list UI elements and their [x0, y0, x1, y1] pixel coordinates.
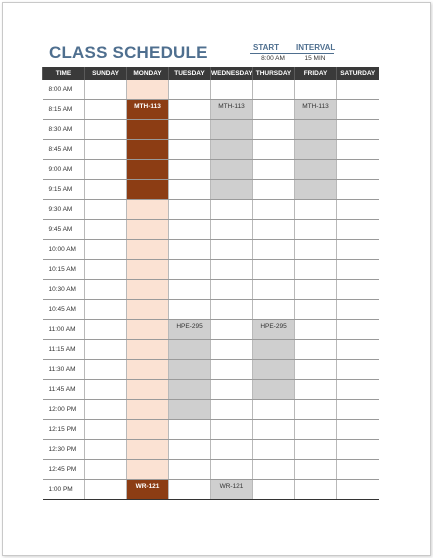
class-block[interactable]	[169, 340, 211, 360]
class-block[interactable]	[127, 180, 169, 200]
slot-thursday[interactable]	[253, 120, 295, 140]
slot-saturday[interactable]	[337, 140, 379, 160]
slot-monday[interactable]	[127, 420, 169, 440]
slot-thursday[interactable]	[253, 220, 295, 240]
slot-wednesday[interactable]	[211, 360, 253, 380]
slot-sunday[interactable]	[85, 460, 127, 480]
class-label: MTH-113	[302, 103, 329, 110]
slot-saturday[interactable]	[337, 320, 379, 340]
slot-wednesday[interactable]	[211, 320, 253, 340]
table-row	[43, 400, 379, 420]
time-cell: 10:15 AM	[43, 260, 85, 280]
slot-monday[interactable]	[127, 240, 169, 260]
class-block[interactable]	[211, 180, 253, 200]
slot-monday[interactable]	[127, 400, 169, 420]
class-block[interactable]	[295, 120, 337, 140]
slot-saturday[interactable]	[337, 420, 379, 440]
time-cell: 8:00 AM	[43, 80, 85, 100]
slot-saturday[interactable]	[337, 200, 379, 220]
slot-thursday[interactable]	[253, 200, 295, 220]
slot-friday[interactable]	[295, 200, 337, 220]
slot-friday[interactable]	[295, 440, 337, 460]
slot-tuesday[interactable]	[169, 460, 211, 480]
slot-tuesday[interactable]	[169, 160, 211, 180]
header-tuesday: TUESDAY	[169, 67, 211, 80]
slot-friday[interactable]	[295, 400, 337, 420]
slot-sunday[interactable]	[85, 380, 127, 400]
slot-thursday[interactable]	[253, 400, 295, 420]
slot-wednesday[interactable]	[211, 460, 253, 480]
slot-thursday[interactable]	[253, 80, 295, 100]
class-block[interactable]	[211, 100, 253, 120]
class-block[interactable]	[127, 160, 169, 180]
slot-thursday[interactable]	[253, 240, 295, 260]
time-cell: 12:45 PM	[43, 460, 85, 480]
slot-saturday[interactable]	[337, 120, 379, 140]
slot-tuesday[interactable]	[169, 200, 211, 220]
class-label: MTH-113	[134, 103, 161, 110]
slot-tuesday[interactable]	[169, 280, 211, 300]
slot-sunday[interactable]	[85, 300, 127, 320]
slot-sunday[interactable]	[85, 200, 127, 220]
slot-tuesday[interactable]	[169, 220, 211, 240]
slot-sunday[interactable]	[85, 100, 127, 120]
slot-saturday[interactable]	[337, 180, 379, 200]
table-row	[43, 120, 379, 140]
class-block[interactable]	[295, 140, 337, 160]
table-row	[43, 200, 379, 220]
time-cell: 9:45 AM	[43, 220, 85, 240]
slot-saturday[interactable]	[337, 240, 379, 260]
class-label: WR-121	[219, 483, 244, 490]
time-cell: 1:00 PM	[43, 480, 85, 500]
slot-wednesday[interactable]	[211, 340, 253, 360]
class-block[interactable]	[253, 360, 295, 380]
table-row	[43, 140, 379, 160]
slot-wednesday[interactable]	[211, 440, 253, 460]
slot-sunday[interactable]	[85, 420, 127, 440]
slot-thursday[interactable]	[253, 300, 295, 320]
header-wednesday: WEDNESDAY	[211, 67, 253, 80]
slot-wednesday[interactable]	[211, 280, 253, 300]
slot-friday[interactable]	[295, 420, 337, 440]
slot-wednesday[interactable]	[211, 420, 253, 440]
table-row	[43, 340, 379, 360]
slot-sunday[interactable]	[85, 160, 127, 180]
table-row	[43, 440, 379, 460]
class-block[interactable]	[127, 480, 169, 500]
slot-wednesday[interactable]	[211, 400, 253, 420]
class-block[interactable]	[211, 480, 253, 500]
slot-monday[interactable]	[127, 260, 169, 280]
slot-thursday[interactable]	[253, 100, 295, 120]
slot-sunday[interactable]	[85, 140, 127, 160]
slot-tuesday[interactable]	[169, 180, 211, 200]
table-row	[43, 240, 379, 260]
slot-tuesday[interactable]	[169, 420, 211, 440]
class-block[interactable]	[127, 120, 169, 140]
slot-tuesday[interactable]	[169, 440, 211, 460]
slot-sunday[interactable]	[85, 440, 127, 460]
header-friday: FRIDAY	[295, 67, 337, 80]
header-sunday: SUNDAY	[85, 67, 127, 80]
class-block[interactable]	[169, 320, 211, 340]
slot-saturday[interactable]	[337, 300, 379, 320]
slot-sunday[interactable]	[85, 80, 127, 100]
time-cell: 8:30 AM	[43, 120, 85, 140]
table-row	[43, 100, 379, 120]
slot-monday[interactable]	[127, 300, 169, 320]
time-cell: 12:30 PM	[43, 440, 85, 460]
class-block[interactable]	[169, 400, 211, 420]
class-block[interactable]	[211, 140, 253, 160]
class-block[interactable]	[253, 320, 295, 340]
slot-sunday[interactable]	[85, 280, 127, 300]
slot-sunday[interactable]	[85, 120, 127, 140]
header-monday: MONDAY	[127, 67, 169, 80]
slot-sunday[interactable]	[85, 240, 127, 260]
slot-monday[interactable]	[127, 460, 169, 480]
class-block[interactable]	[295, 180, 337, 200]
slot-wednesday[interactable]	[211, 80, 253, 100]
slot-sunday[interactable]	[85, 260, 127, 280]
table-row	[43, 260, 379, 280]
slot-tuesday[interactable]	[169, 140, 211, 160]
slot-thursday[interactable]	[253, 460, 295, 480]
slot-saturday[interactable]	[337, 340, 379, 360]
schedule-table	[42, 67, 379, 500]
table-row	[43, 460, 379, 480]
slot-tuesday[interactable]	[169, 100, 211, 120]
table-row	[43, 420, 379, 440]
slot-friday[interactable]	[295, 240, 337, 260]
class-block[interactable]	[295, 160, 337, 180]
slot-thursday[interactable]	[253, 420, 295, 440]
slot-friday[interactable]	[295, 260, 337, 280]
slot-wednesday[interactable]	[211, 220, 253, 240]
slot-monday[interactable]	[127, 360, 169, 380]
class-block[interactable]	[127, 140, 169, 160]
slot-friday[interactable]	[295, 300, 337, 320]
class-block[interactable]	[169, 360, 211, 380]
header-time: TIME	[43, 67, 85, 80]
slot-friday[interactable]	[295, 80, 337, 100]
page-title: CLASS SCHEDULE	[49, 43, 208, 62]
slot-monday[interactable]	[127, 200, 169, 220]
class-block[interactable]	[127, 100, 169, 120]
slot-saturday[interactable]	[337, 380, 379, 400]
interval-value[interactable]: 15 MIN	[304, 55, 326, 62]
slot-saturday[interactable]	[337, 260, 379, 280]
table-row	[43, 280, 379, 300]
slot-monday[interactable]	[127, 280, 169, 300]
time-cell: 10:45 AM	[43, 300, 85, 320]
time-cell: 8:45 AM	[43, 140, 85, 160]
start-label: START	[253, 43, 280, 52]
slot-sunday[interactable]	[85, 480, 127, 500]
table-row	[43, 320, 379, 340]
time-cell: 11:45 AM	[43, 380, 85, 400]
table-row	[43, 180, 379, 200]
slot-tuesday[interactable]	[169, 120, 211, 140]
slot-saturday[interactable]	[337, 480, 379, 500]
time-cell: 12:00 PM	[43, 400, 85, 420]
class-block[interactable]	[253, 340, 295, 360]
slot-saturday[interactable]	[337, 360, 379, 380]
slot-saturday[interactable]	[337, 100, 379, 120]
time-cell: 11:15 AM	[43, 340, 85, 360]
class-block[interactable]	[169, 380, 211, 400]
slot-monday[interactable]	[127, 440, 169, 460]
slot-friday[interactable]	[295, 220, 337, 240]
slot-thursday[interactable]	[253, 160, 295, 180]
slot-sunday[interactable]	[85, 320, 127, 340]
slot-tuesday[interactable]	[169, 240, 211, 260]
slot-monday[interactable]	[127, 340, 169, 360]
table-row	[43, 300, 379, 320]
table-row	[43, 80, 379, 100]
slot-friday[interactable]	[295, 280, 337, 300]
slot-sunday[interactable]	[85, 180, 127, 200]
slot-monday[interactable]	[127, 380, 169, 400]
class-label: HPE-295	[176, 323, 203, 330]
time-cell: 8:15 AM	[43, 100, 85, 120]
slot-monday[interactable]	[127, 320, 169, 340]
time-cell: 9:00 AM	[43, 160, 85, 180]
slot-thursday[interactable]	[253, 480, 295, 500]
class-block[interactable]	[253, 380, 295, 400]
class-label: HPE-295	[260, 323, 287, 330]
time-cell: 9:15 AM	[43, 180, 85, 200]
slot-thursday[interactable]	[253, 280, 295, 300]
slot-tuesday[interactable]	[169, 480, 211, 500]
slot-tuesday[interactable]	[169, 300, 211, 320]
slot-sunday[interactable]	[85, 340, 127, 360]
slot-thursday[interactable]	[253, 180, 295, 200]
time-cell: 11:00 AM	[43, 320, 85, 340]
meta-divider	[250, 53, 334, 54]
slot-friday[interactable]	[295, 480, 337, 500]
class-label: MTH-113	[218, 103, 245, 110]
slot-wednesday[interactable]	[211, 200, 253, 220]
slot-sunday[interactable]	[85, 400, 127, 420]
slot-friday[interactable]	[295, 320, 337, 340]
time-cell: 10:30 AM	[43, 280, 85, 300]
slot-saturday[interactable]	[337, 160, 379, 180]
table-row	[43, 360, 379, 380]
time-cell: 12:15 PM	[43, 420, 85, 440]
table-row	[43, 160, 379, 180]
slot-monday[interactable]	[127, 220, 169, 240]
slot-friday[interactable]	[295, 360, 337, 380]
slot-saturday[interactable]	[337, 400, 379, 420]
slot-sunday[interactable]	[85, 360, 127, 380]
slot-saturday[interactable]	[337, 220, 379, 240]
start-value[interactable]: 8:00 AM	[261, 55, 285, 62]
class-block[interactable]	[295, 100, 337, 120]
slot-monday[interactable]	[127, 80, 169, 100]
slot-saturday[interactable]	[337, 440, 379, 460]
interval-label: INTERVAL	[296, 43, 336, 52]
slot-thursday[interactable]	[253, 440, 295, 460]
slot-saturday[interactable]	[337, 460, 379, 480]
slot-thursday[interactable]	[253, 260, 295, 280]
table-row	[43, 480, 379, 500]
slot-wednesday[interactable]	[211, 260, 253, 280]
header-row	[43, 67, 379, 80]
slot-friday[interactable]	[295, 380, 337, 400]
header-saturday: SATURDAY	[337, 67, 379, 80]
table-row	[43, 380, 379, 400]
time-cell: 10:00 AM	[43, 240, 85, 260]
slot-tuesday[interactable]	[169, 80, 211, 100]
slot-thursday[interactable]	[253, 140, 295, 160]
time-cell: 9:30 AM	[43, 200, 85, 220]
schedule-body	[43, 80, 379, 500]
slot-wednesday[interactable]	[211, 300, 253, 320]
class-block[interactable]	[211, 160, 253, 180]
header-thursday: THURSDAY	[253, 67, 295, 80]
slot-saturday[interactable]	[337, 80, 379, 100]
table-row	[43, 220, 379, 240]
slot-wednesday[interactable]	[211, 380, 253, 400]
class-label: WR-121	[135, 483, 160, 490]
slot-tuesday[interactable]	[169, 260, 211, 280]
slot-saturday[interactable]	[337, 280, 379, 300]
time-cell: 11:30 AM	[43, 360, 85, 380]
slot-friday[interactable]	[295, 460, 337, 480]
slot-wednesday[interactable]	[211, 240, 253, 260]
slot-sunday[interactable]	[85, 220, 127, 240]
class-block[interactable]	[211, 120, 253, 140]
slot-friday[interactable]	[295, 340, 337, 360]
